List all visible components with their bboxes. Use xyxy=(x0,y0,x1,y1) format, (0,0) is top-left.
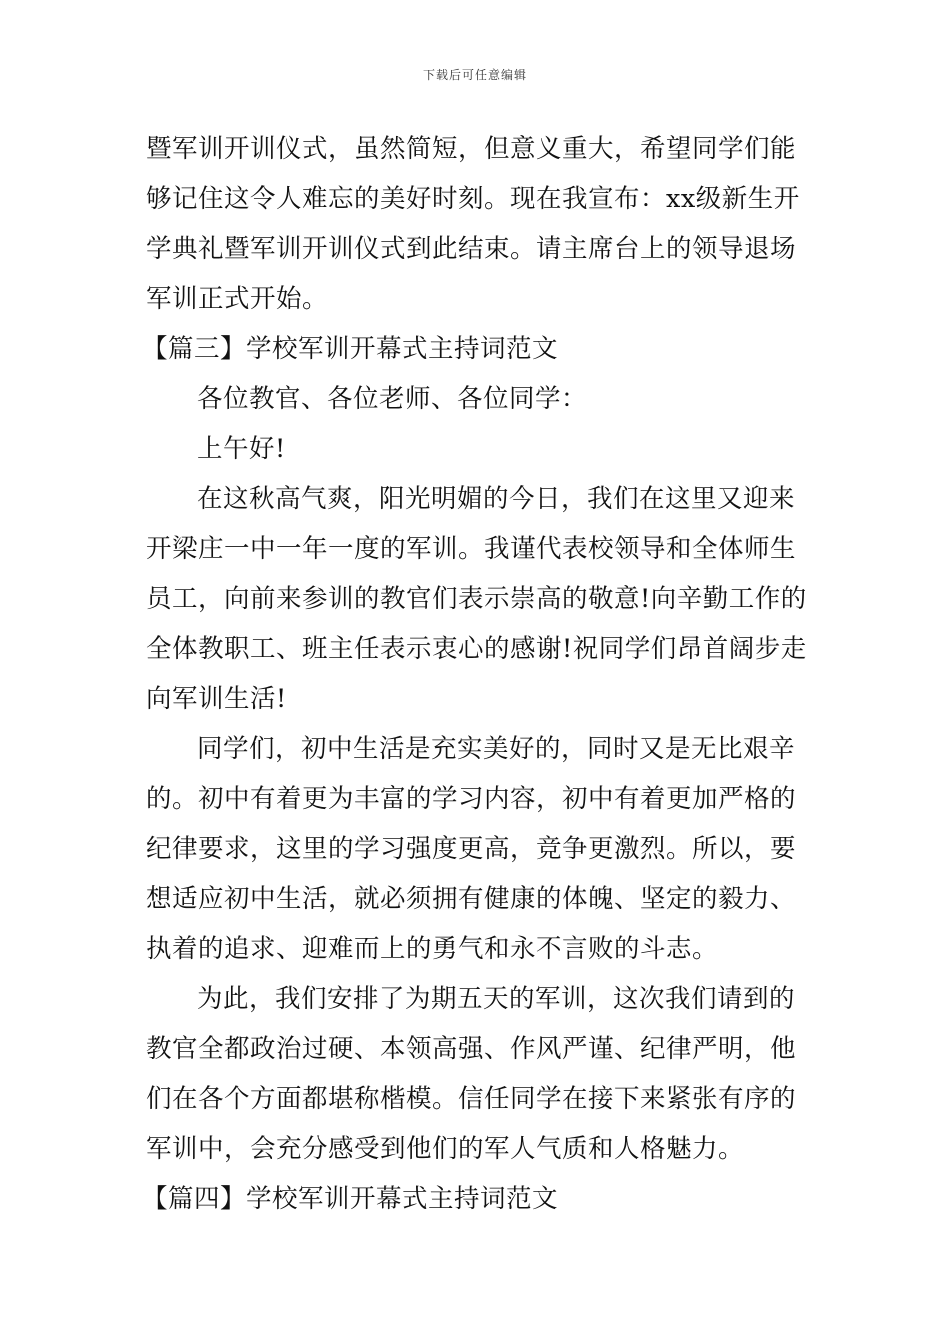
text-line: 员工，向前来参训的教官们表示崇高的敬意!向辛勤工作的 xyxy=(146,584,807,614)
text-line: 想适应初中生活，就必须拥有健康的体魄、坚定的毅力、 xyxy=(146,884,797,914)
text-line: 全体教职工、班主任表示衷心的感谢!祝同学们昂首阔步走 xyxy=(146,634,807,664)
text-line: 教官全都政治过硬、本领高强、作风严谨、纪律严明，他 xyxy=(146,1034,797,1064)
text-line: 军训正式开始。 xyxy=(146,284,329,314)
text-line: 为此，我们安排了为期五天的军训，这次我们请到的 xyxy=(197,984,796,1014)
text-line: 暨军训开训仪式，虽然简短，但意义重大，希望同学们能 xyxy=(146,134,797,164)
section-heading: 【篇三】学校军训开幕式主持词范文 xyxy=(142,334,559,364)
document-body xyxy=(142,124,811,1224)
section-heading: 【篇四】学校军训开幕式主持词范文 xyxy=(142,1184,559,1214)
page-header: 下载后可任意编辑 xyxy=(422,68,527,82)
text-line: 军训中，会充分感受到他们的军人气质和人格魅力。 xyxy=(146,1134,745,1164)
text-line: 同学们，初中生活是充实美好的，同时又是无比艰辛 xyxy=(197,734,796,764)
text-line: 们在各个方面都堪称楷模。信任同学在接下来紧张有序的 xyxy=(146,1084,797,1114)
text-line: 纪律要求，这里的学习强度更高，竞争更激烈。所以，要 xyxy=(146,834,797,864)
text-line: 上午好! xyxy=(197,434,286,464)
text-line: 执着的追求、迎难而上的勇气和永不言败的斗志。 xyxy=(146,934,719,964)
text-line: 够记住这令人难忘的美好时刻。现在我宣布：xx级新生开 xyxy=(146,184,800,214)
text-line: 向军训生活! xyxy=(146,684,287,714)
text-line: 各位教官、各位老师、各位同学： xyxy=(197,384,588,414)
text-line: 在这秋高气爽，阳光明媚的今日，我们在这里又迎来 xyxy=(197,484,796,514)
text-line: 开梁庄一中一年一度的军训。我谨代表校领导和全体师生 xyxy=(146,534,797,564)
text-line: 的。初中有着更为丰富的学习内容，初中有着更加严格的 xyxy=(146,784,797,814)
text-line: 学典礼暨军训开训仪式到此结束。请主席台上的领导退场 xyxy=(146,234,797,264)
